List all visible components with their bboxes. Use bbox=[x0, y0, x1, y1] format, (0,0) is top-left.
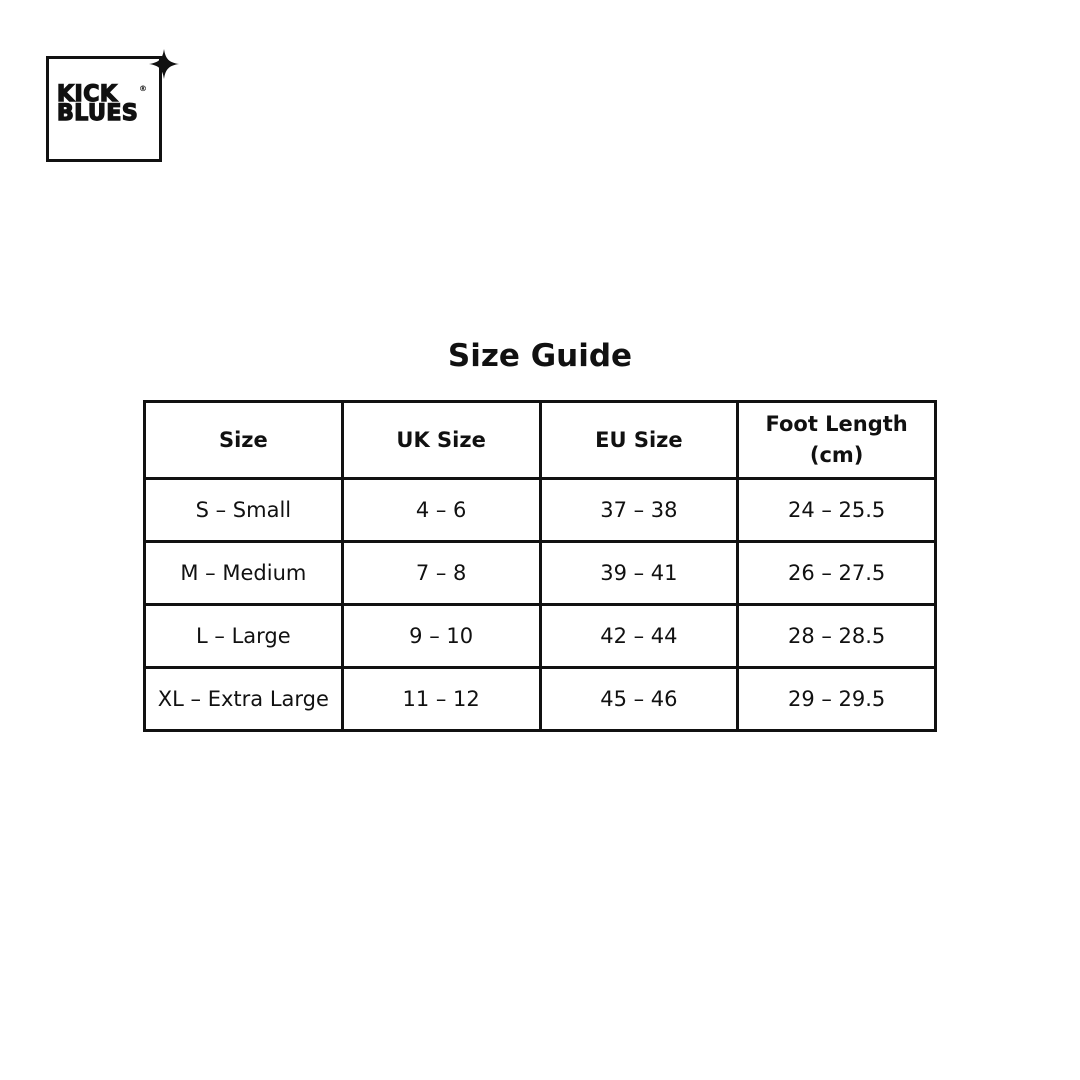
cell-eu-size: 42 – 44 bbox=[540, 605, 738, 668]
logo-line-1: KICK bbox=[57, 82, 118, 107]
cell-size: M – Medium bbox=[145, 542, 343, 605]
cell-uk-size: 7 – 8 bbox=[342, 542, 540, 605]
cell-uk-size: 11 – 12 bbox=[342, 668, 540, 731]
cell-eu-size: 37 – 38 bbox=[540, 479, 738, 542]
logo-line-2: BLUES bbox=[57, 101, 139, 126]
cell-size: XL – Extra Large bbox=[145, 668, 343, 731]
header-eu-size: EU Size bbox=[540, 402, 738, 479]
header-size: Size bbox=[145, 402, 343, 479]
registered-mark: ® bbox=[139, 84, 147, 93]
table-header-row bbox=[145, 402, 936, 479]
header-uk-size: UK Size bbox=[342, 402, 540, 479]
cell-foot-length: 24 – 25.5 bbox=[738, 479, 936, 542]
cell-eu-size: 45 – 46 bbox=[540, 668, 738, 731]
cell-eu-size: 39 – 41 bbox=[540, 542, 738, 605]
cell-uk-size: 4 – 6 bbox=[342, 479, 540, 542]
cell-foot-length: 29 – 29.5 bbox=[738, 668, 936, 731]
table-row bbox=[145, 668, 936, 731]
brand-logo bbox=[46, 56, 162, 162]
table-row bbox=[145, 605, 936, 668]
logo-wordmark bbox=[57, 82, 139, 126]
table-row bbox=[145, 479, 936, 542]
cell-foot-length: 26 – 27.5 bbox=[738, 542, 936, 605]
cell-size: L – Large bbox=[145, 605, 343, 668]
header-foot-length: Foot Length (cm) bbox=[738, 402, 936, 479]
page-title: Size Guide bbox=[447, 338, 633, 374]
size-guide-table bbox=[143, 400, 937, 732]
cell-size: S – Small bbox=[145, 479, 343, 542]
cell-uk-size: 9 – 10 bbox=[342, 605, 540, 668]
sparkle-star-icon bbox=[149, 49, 179, 79]
table-row bbox=[145, 542, 936, 605]
cell-foot-length: 28 – 28.5 bbox=[738, 605, 936, 668]
